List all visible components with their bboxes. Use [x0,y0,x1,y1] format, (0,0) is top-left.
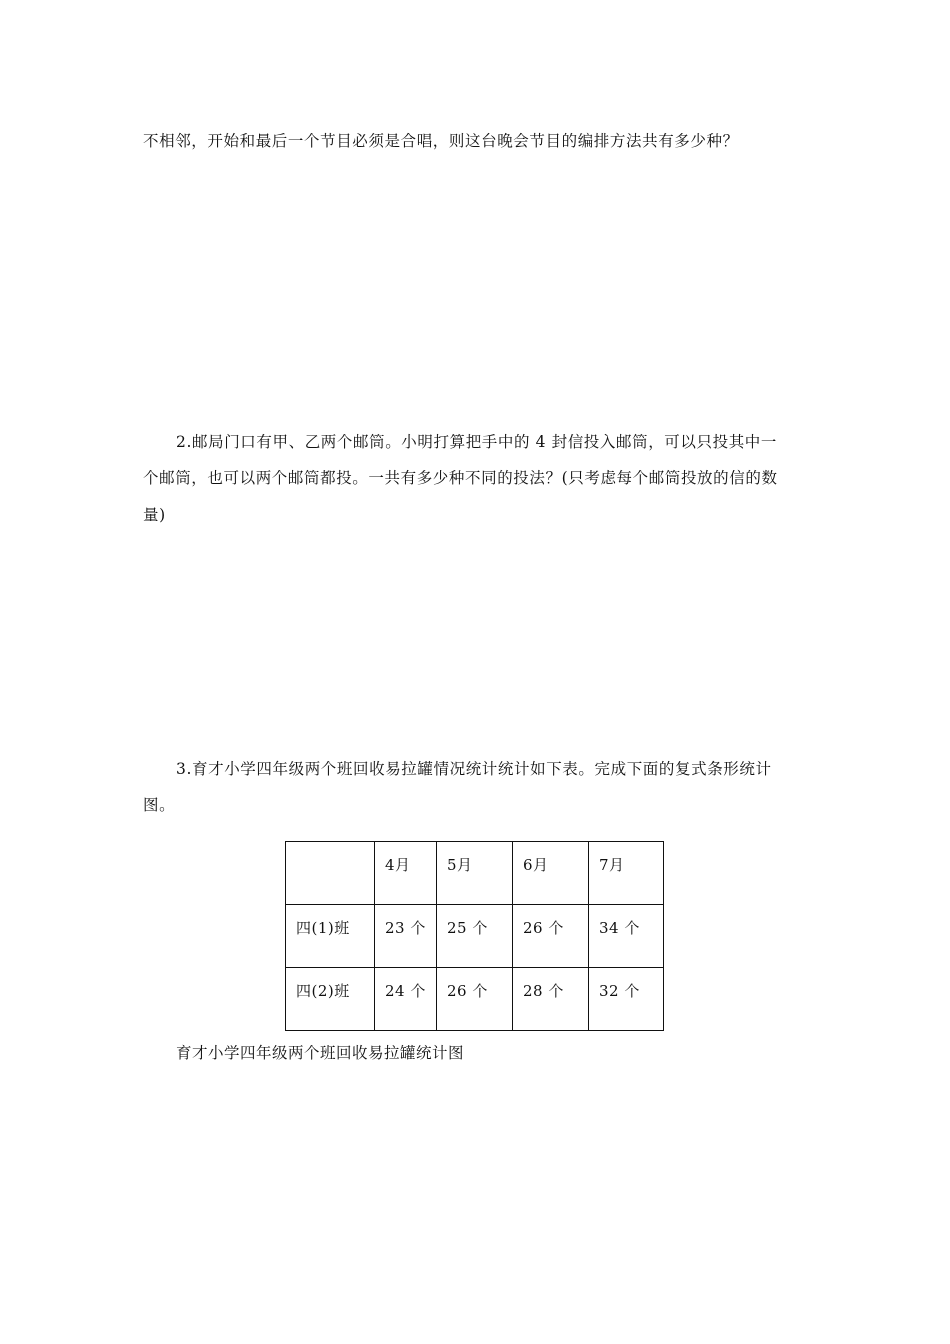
q3-text-line-1: 3.育才小学四年级两个班回收易拉罐情况统计统计如下表。完成下面的复式条形统计 [176,760,772,778]
q3-text-line-2: 图。 [143,796,176,814]
q2-text-line-1: 2.邮局门口有甲、乙两个邮筒。小明打算把手中的 4 封信投入邮筒，可以只投其中一 [176,433,778,451]
table-cell: 6月 [513,842,589,905]
table-cell: 四(1)班 [286,905,375,968]
chart-caption: 育才小学四年级两个班回收易拉罐统计图 [176,1044,465,1062]
table-cell: 26 个 [437,968,513,1031]
table-cell: 5月 [437,842,513,905]
table-cell: 4月 [375,842,437,905]
table-cell: 34 个 [589,905,664,968]
table-cell: 26 个 [513,905,589,968]
q2-text-line-2: 个邮筒，也可以两个邮筒都投。一共有多少种不同的投法？(只考虑每个邮筒投放的信的数 [143,469,778,487]
q2-text-line-3: 量) [143,506,166,524]
q1-text-line-1: 不相邻，开始和最后一个节目必须是合唱，则这台晚会节目的编排方法共有多少种？ [143,132,739,150]
table-row [286,905,664,968]
table-cell: 23 个 [375,905,437,968]
table-cell: 7月 [589,842,664,905]
table-cell [286,842,375,905]
table-cell: 四(2)班 [286,968,375,1031]
table-cell: 32 个 [589,968,664,1031]
table-cell: 24 个 [375,968,437,1031]
table-cell: 28 个 [513,968,589,1031]
table-header-row [286,842,664,905]
table-row [286,968,664,1031]
recycling-data-table [285,841,664,1031]
table-cell: 25 个 [437,905,513,968]
